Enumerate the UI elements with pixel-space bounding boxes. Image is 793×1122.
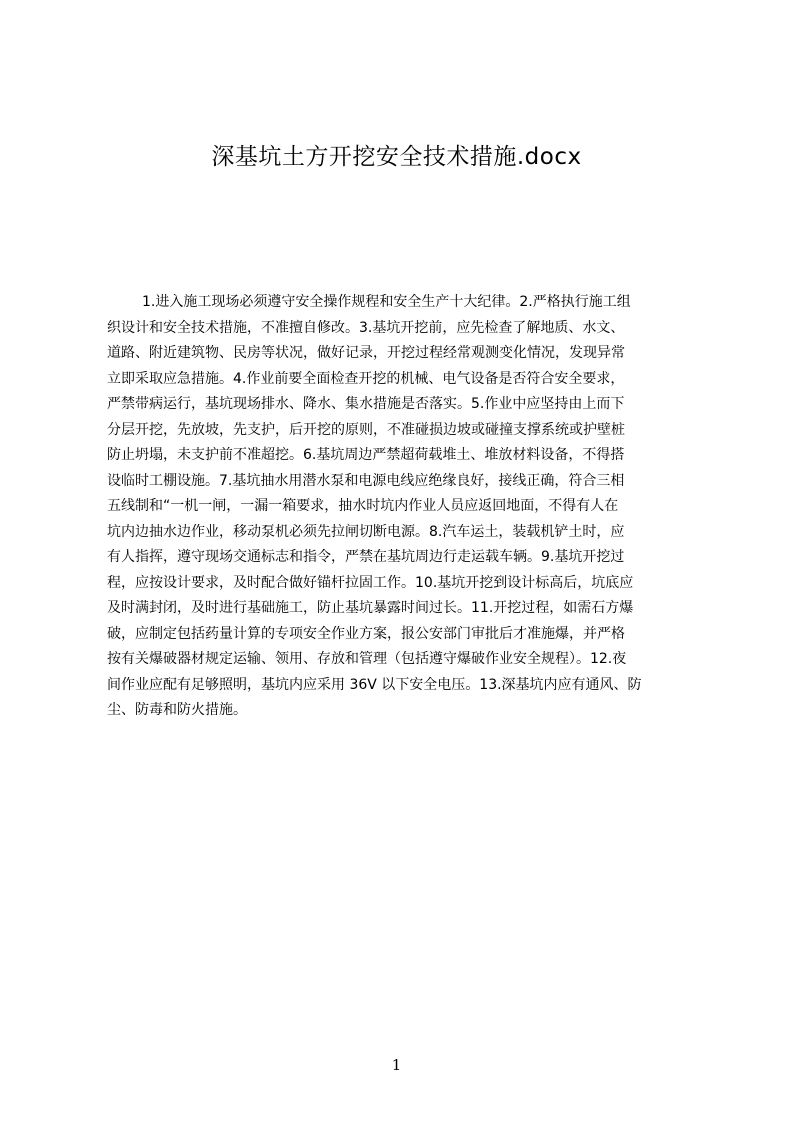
body-line: 分层开挖，先放坡，先支护，后开挖的原则，不准碰损边坡或碰撞支撑系统或护壁桩 [107, 421, 625, 438]
body-line: 间作业应配有足够照明，基坑内应采用 36V 以下安全电压。13.深基坑内应有通风、防 [107, 676, 642, 693]
body-line: 尘、防毒和防火措施。 [107, 702, 247, 718]
body-line: 五线制和“一机一闸，一漏一箱要求，抽水时坑内作业人员应返回地面，不得有人在 [107, 498, 619, 514]
body-line: 设临时工棚设施。7.基坑抽水用潜水泵和电源电线应绝缘良好，接线正确，符合三相 [107, 472, 625, 489]
body-line: 坑内边抽水边作业，移动泵机必须先拉闸切断电源。8.汽车运土，装载机铲土时，应 [107, 523, 625, 540]
body-line: 防止坍塌，未支护前不准超挖。6.基坑周边严禁超荷载堆土、堆放材料设备，不得搭 [107, 447, 625, 463]
body-line: 严禁带病运行，基坑现场排水、降水、集水措施是否落实。5.作业中应坚持由上而下 [107, 396, 625, 412]
body-line: 程，应按设计要求，及时配合做好锚杆拉固工作。10.基坑开挖到设计标高后，坑底应 [107, 574, 634, 591]
body-line: 立即采取应急措施。4.作业前要全面检查开挖的机械、电气设备是否符合安全要求， [107, 370, 625, 387]
body-line: 道路、附近建筑物、民房等状况，做好记录，开挖过程经常观测变化情况，发现异常 [107, 345, 625, 361]
body-line: 织设计和安全技术措施，不准擅自修改。3.基坑开挖前，应先检查了解地质、水文、 [107, 319, 625, 336]
document-title: 深基坑土方开挖安全技术措施.docx [211, 144, 582, 170]
body-line: 有人指挥，遵守现场交通标志和指令，严禁在基坑周边行走运载车辆。9.基坑开挖过 [107, 549, 625, 565]
body-line: 及时满封闭，及时进行基础施工，防止基坑暴露时间过长。11.开挖过程，如需石方爆 [107, 600, 634, 616]
body-line: 破，应制定包括药量计算的专项安全作业方案，报公安部门审批后才准施爆，并严格 [107, 625, 625, 642]
document-body [107, 290, 699, 750]
page-number: 1 [391, 1056, 402, 1074]
body-line: 1.进入施工现场必须遵守安全操作规程和安全生产十大纪律。2.严格执行施工组 [142, 294, 631, 310]
body-line: 按有关爆破器材规定运输、领用、存放和管理（包括遵守爆破作业安全规程）。12.夜 [107, 651, 627, 667]
